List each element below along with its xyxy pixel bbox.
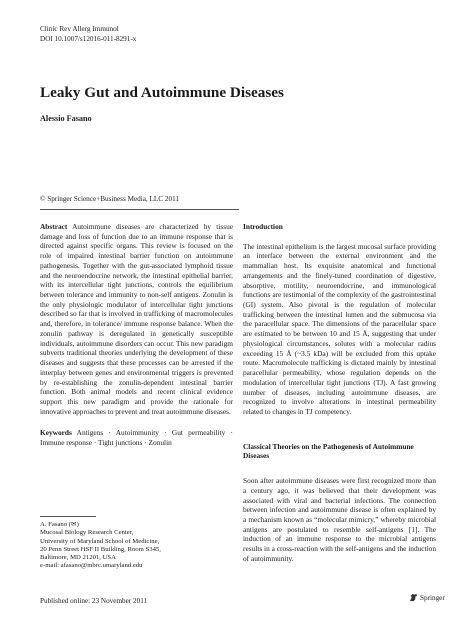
- keywords-label: Keywords: [40, 428, 72, 438]
- abstract-text: Autoimmune diseases are characterized by tissue damage and loss of function due to an immune response that is directed against specific organs. This review is focused on the role of impaired intestinal barrier function on autoimmune pathogenesis. Together with the gut-associated lymphoid tissue and the neuroendocrine network, the intestinal epithelial barrier, with its intercellular tight junctions, controls the equilibrium between tolerance and immunity to non-self antigens. Zonulin is the only physiologic modulator of intercellular tight junctions described so far that is involved in trafficking of macromolecules and, therefore, in tolerance/ immune response balance. When the zonulin pathway is deregulated in genetically susceptible individuals, autoimmune disorders can occur. This new paradigm subverts traditional theories underlying the development of these diseases and suggests that these processes can be arrested if the interplay between genes and environmental triggers is prevented by re-establishing the zonulin-dependent intestinal barrier function. Both animal models and recent clinical evidence support this new paradigm and provide the rationale for innovative approaches to prevent and treat autoimmune diseases.: [40, 222, 233, 416]
- section-heading-classical-theories: Classical Theories on the Pathogenesis of Autoimmune Diseases: [243, 441, 414, 461]
- journal-name: Clinic Rev Allerg Immunol: [40, 25, 119, 33]
- divider: [40, 209, 239, 210]
- affiliation-line: Baltimore, MD 21201, USA: [40, 554, 116, 562]
- copyright-notice: © Springer Science+Business Media, LLC 2011: [40, 195, 180, 203]
- affiliation-line: Mucosal Biology Research Center,: [40, 529, 134, 537]
- abstract: [40, 222, 233, 416]
- doi[interactable]: DOI 10.1007/s12016-011-8291-x: [40, 35, 137, 43]
- left-column: [40, 222, 233, 448]
- right-column: [243, 222, 436, 564]
- introduction-text: The intestinal epithelium is the largest mucosal surface providing an interface between the external environment and the mammalian host. Its exquisite anatomical and functional arrangements and the finely-tuned coordination of digestive, absorptive, motility, neuroendocrine, and immunological functions are testimonial of the complexity of the gastrointestinal (GI) system. Also pivotal is the regulation of molecular trafficking between the intestinal lumen and the submucosa via the paracellular space. The dimensions of the paracellular space are estimated to be between 10 and 15 Å, suggesting that under physiological circumstances, solutes with a molecular radius exceeding 15 Å (~3.5 kDa) will be excluded from this uptake route. Macromolecule trafficking is dictated mainly by intestinal paracellular permeability, whose regulation depends on the modulation of intercellular tight junctions (TJ). A fast growing number of diseases, including autoimmune diseases, are recognized to involve alterations in intestinal permeability related to changes in TJ competency.: [243, 241, 436, 416]
- affiliation-email[interactable]: e-mail: afasano@mbrc.umaryland.edu: [40, 562, 143, 570]
- springer-horse-icon: [409, 593, 418, 602]
- published-date: Published online: 23 November 2011: [40, 597, 148, 605]
- footnote-divider: [40, 516, 96, 517]
- publisher-name: Springer: [420, 593, 445, 602]
- author-name: Alessio Fasano: [40, 114, 92, 123]
- abstract-label: Abstract: [40, 222, 68, 231]
- article-title: Leaky Gut and Autoimmune Diseases: [40, 84, 284, 101]
- affiliation: [40, 521, 161, 571]
- section-heading-introduction: Introduction: [243, 222, 283, 231]
- classical-theories-text: Soon after autoimmune diseases were first recognized more than a century ago, it was believed that their development was associated with viral and bacterial infections. The connection between infection and autoimmune disease is often explained by a mechanism known as “molecular mimicry,” whereby microbial antigens are postulated to resemble self-antigens [1]. The induction of an immune response to the microbial antigens results in a cross-reaction with the self-antigens and the induction of autoimmunity.: [243, 476, 436, 563]
- keywords: [40, 428, 233, 447]
- keywords-text: Antigens · Autoimmunity · Gut permeability · Immune response · Tight junctions · Zonulin: [40, 428, 233, 448]
- affiliation-name: A. Fasano (✉): [40, 521, 79, 528]
- affiliation-line: 20 Penn Street HSF II Building, Room S345,: [40, 545, 161, 553]
- affiliation-line: University of Maryland School of Medicine,: [40, 537, 160, 545]
- publisher-logo: [409, 593, 445, 602]
